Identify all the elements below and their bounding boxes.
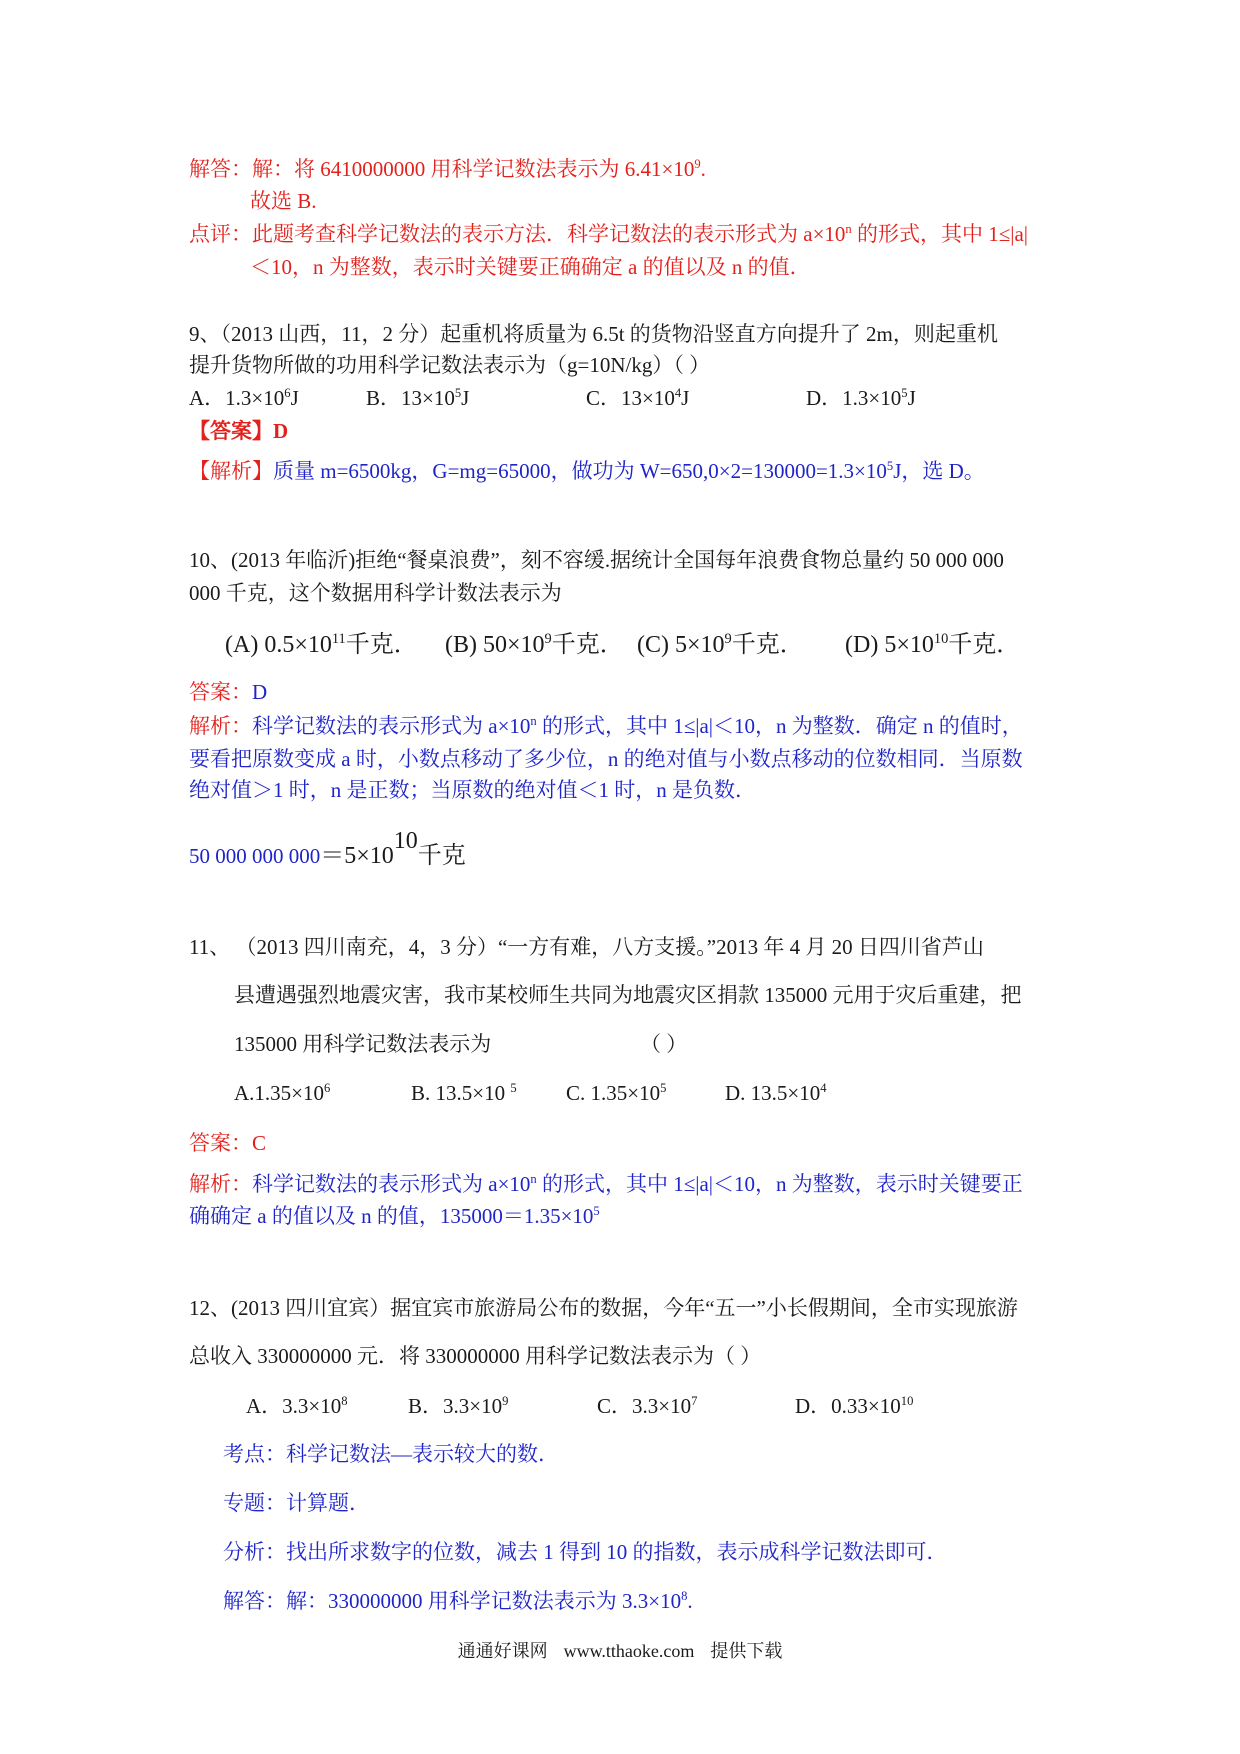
result-value: ＝5×10 xyxy=(320,842,394,869)
analysis-text: 科学记数法的表示形式为 a×10 xyxy=(252,1172,531,1196)
option-label: B. xyxy=(411,1081,436,1105)
option-label: C． xyxy=(586,386,622,410)
option-label: D． xyxy=(795,1394,832,1418)
option-label: A． xyxy=(189,386,226,410)
option-label: B． xyxy=(366,386,402,410)
exponent: n xyxy=(845,222,852,237)
previous-comment-line-1 xyxy=(189,222,1028,246)
option-label: (B) xyxy=(445,632,477,658)
question-10-option-d xyxy=(845,631,1020,659)
exponent: 9 xyxy=(544,631,552,648)
answer-value: C xyxy=(252,1131,267,1155)
question-12-option-c xyxy=(597,1394,697,1418)
question-11-option-d xyxy=(725,1081,827,1105)
option-label: D. xyxy=(725,1081,751,1105)
previous-answer-line xyxy=(189,157,706,181)
question-10-option-c xyxy=(637,631,804,659)
footer-site-name: 通通好课网 xyxy=(457,1641,548,1661)
question-9-analysis xyxy=(189,459,985,483)
option-value: 5×10 xyxy=(884,632,934,658)
question-9-option-c xyxy=(586,386,689,410)
comment-text: 此题考查科学记数法的表示方法．科学记数法的表示形式为 a×10 xyxy=(252,222,846,246)
option-value: 3.3×10 xyxy=(282,1394,342,1418)
exponent: 8 xyxy=(681,1589,688,1604)
solution-text: 解答：解：330000000 用科学记数法表示为 3.3×10 xyxy=(223,1589,682,1613)
option-unit: 千克． xyxy=(731,632,804,658)
exponent: 4 xyxy=(674,386,682,401)
question-10-option-a xyxy=(225,631,418,659)
option-value: 5×10 xyxy=(675,632,725,658)
previous-choice-line: 故选 B. xyxy=(250,189,317,213)
question-11-analysis-line-2 xyxy=(189,1204,600,1228)
question-11-stem-line-1: 11、 （2013 四川南充，4，3 分）“一方有难，八方支援。”2013 年 4 月 20 日四川省芦山 xyxy=(189,935,984,959)
question-9-option-d xyxy=(806,386,916,410)
option-label: (D) xyxy=(845,632,879,658)
exponent: 7 xyxy=(691,1394,698,1409)
option-unit: 千克． xyxy=(948,632,1021,658)
solution-end: . xyxy=(687,1589,693,1613)
exponent: 10 xyxy=(900,1394,914,1409)
question-11-answer-blank: （ ） xyxy=(640,1032,688,1056)
option-value: 3.3×10 xyxy=(443,1394,503,1418)
previous-comment-line-2: ＜10，n 为整数，表示时关键要正确确定 a 的值以及 n 的值． xyxy=(250,255,811,279)
question-10-stem-line-1: 10、(2013 年临沂)拒绝“餐桌浪费”，刻不容缓.据统计全国每年浪费食物总量约 50 000 000 xyxy=(189,548,1004,572)
exponent: 4 xyxy=(820,1081,827,1096)
option-value: 1.3×10 xyxy=(842,386,902,410)
exponent: 6 xyxy=(284,386,291,401)
option-unit: J xyxy=(681,386,690,410)
option-label: C． xyxy=(597,1394,633,1418)
comment-text-end: 的形式，其中 1≤|a| xyxy=(851,222,1028,246)
exponent: 5 xyxy=(901,386,908,401)
question-12-option-a xyxy=(246,1394,348,1418)
question-11-option-a xyxy=(234,1081,330,1105)
option-value: 3.3×10 xyxy=(632,1394,692,1418)
exponent: 5 xyxy=(510,1081,517,1096)
question-10-analysis-line-2: 要看把原数变成 a 时，小数点移动了多少位，n 的绝对值与小数点移动的位数相同．当原数 xyxy=(189,747,1023,771)
exponent: 5 xyxy=(454,386,462,401)
exponent: 5 xyxy=(660,1081,667,1096)
question-12-topic: 考点：科学记数法—表示较大的数． xyxy=(223,1442,559,1466)
question-10-analysis-line-3: 绝对值＞1 时，n 是正数；当原数的绝对值＜1 时，n 是负数． xyxy=(189,778,756,802)
question-10-result xyxy=(189,827,466,870)
question-10-answer xyxy=(189,680,267,704)
option-label: (C) xyxy=(637,632,669,658)
analysis-text: 质量 m=6500kg，G=mg=65000，做功为 W=650,0×2=130000=1.3×10 xyxy=(273,459,887,483)
question-12-stem-line-2: 总收入 330000000 元．将 330000000 用科学记数法表示为（ ） xyxy=(189,1344,762,1368)
question-11-stem-line-3: 135000 用科学记数法表示为 xyxy=(234,1032,492,1056)
exponent: 10 xyxy=(393,828,418,854)
analysis-text-end: 的形式，其中 1≤|a|＜10，n 为整数，表示时关键要正 xyxy=(536,1172,1023,1196)
exponent: 9 xyxy=(502,1394,509,1409)
page-footer xyxy=(0,1640,1240,1662)
analysis-text: 确确定 a 的值以及 n 的值，135000＝1.35×10 xyxy=(189,1204,594,1228)
option-label: C. xyxy=(566,1081,591,1105)
question-12-option-b xyxy=(408,1394,508,1418)
option-value: 13.5×10 xyxy=(435,1081,511,1105)
option-value: 13×10 xyxy=(621,386,675,410)
option-unit: J xyxy=(290,386,299,410)
question-9-stem-line-1: 9、（2013 山西，11，2 分）起重机将质量为 6.5t 的货物沿竖直方向提升了 2m，则起重机 xyxy=(189,322,998,346)
question-9-option-a xyxy=(189,386,299,410)
analysis-label: 解析： xyxy=(189,714,252,738)
analysis-text-end: J，选 D。 xyxy=(893,459,985,483)
answer-text: 解：将 6410000000 用科学记数法表示为 6.41×10 xyxy=(252,157,695,181)
answer-value: D xyxy=(252,680,268,704)
option-value: 13×10 xyxy=(401,386,455,410)
option-value: 50×10 xyxy=(483,632,545,658)
question-9-option-b xyxy=(366,386,469,410)
option-unit: 千克． xyxy=(345,632,418,658)
option-value: 1.3×10 xyxy=(225,386,285,410)
exponent: 9 xyxy=(694,157,701,172)
question-12-solution xyxy=(223,1589,693,1613)
question-10-stem-line-2: 000 千克，这个数据用科学计数法表示为 xyxy=(189,581,562,605)
option-label: D． xyxy=(806,386,843,410)
option-value: 0.33×10 xyxy=(831,1394,901,1418)
option-unit: J xyxy=(461,386,470,410)
question-12-analysis: 分析：找出所求数字的位数，减去 1 得到 10 的指数，表示成科学记数法即可． xyxy=(223,1540,948,1564)
option-label: A． xyxy=(246,1394,283,1418)
answer-label: 答案： xyxy=(189,1131,252,1155)
exponent: 5 xyxy=(593,1204,600,1219)
answer-label: 【答案】 xyxy=(189,419,273,443)
option-label: B． xyxy=(408,1394,444,1418)
exponent: 11 xyxy=(331,631,346,648)
result-number: 50 000 000 000 xyxy=(189,843,321,868)
answer-label: 答案： xyxy=(189,680,252,704)
option-label: A. xyxy=(234,1081,255,1105)
question-10-analysis-line-1 xyxy=(189,714,1023,738)
question-11-option-b xyxy=(411,1081,517,1105)
footer-suffix: 提供下载 xyxy=(710,1641,783,1661)
exponent: n xyxy=(530,714,537,729)
answer-value: D xyxy=(273,419,289,443)
option-value: 0.5×10 xyxy=(264,632,332,658)
exponent: 9 xyxy=(724,631,732,648)
analysis-label: 解析： xyxy=(189,1172,252,1196)
option-unit: J xyxy=(907,386,916,410)
exponent: 8 xyxy=(341,1394,348,1409)
question-12-option-d xyxy=(795,1394,913,1418)
analysis-label: 【解析】 xyxy=(189,459,273,483)
option-label: (A) xyxy=(225,632,259,658)
answer-end: . xyxy=(700,157,706,181)
question-11-answer xyxy=(189,1131,266,1155)
result-unit: 千克 xyxy=(417,842,466,869)
exponent: n xyxy=(530,1172,537,1187)
exponent: 6 xyxy=(324,1081,331,1096)
question-11-analysis-line-1 xyxy=(189,1172,1023,1196)
analysis-text-end: 的形式，其中 1≤|a|＜10，n 为整数．确定 n 的值时， xyxy=(536,714,1023,738)
option-value: 1.35×10 xyxy=(254,1081,325,1105)
analysis-text: 科学记数法的表示形式为 a×10 xyxy=(252,714,531,738)
question-9-answer xyxy=(189,419,288,443)
answer-label: 解答： xyxy=(189,157,252,181)
comment-label: 点评： xyxy=(189,222,252,246)
question-12-category: 专题：计算题． xyxy=(223,1491,370,1515)
question-11-option-c xyxy=(566,1081,666,1105)
option-unit: 千克． xyxy=(551,632,624,658)
question-12-stem-line-1: 12、(2013 四川宜宾）据宜宾市旅游局公布的数据，今年“五一”小长假期间，全市实现旅游 xyxy=(189,1296,1018,1320)
footer-url[interactable]: www.tthaoke.com xyxy=(563,1641,695,1661)
question-11-stem-line-2: 县遭遇强烈地震灾害，我市某校师生共同为地震灾区捐款 135000 元用于灾后重建，把 xyxy=(234,983,1022,1007)
option-value: 1.35×10 xyxy=(590,1081,661,1105)
question-10-option-b xyxy=(445,631,624,659)
exponent: 5 xyxy=(886,459,894,474)
option-value: 13.5×10 xyxy=(750,1081,821,1105)
exponent: 10 xyxy=(933,631,949,648)
question-9-stem-line-2: 提升货物所做的功用科学记数法表示为（g=10N/kg）（ ） xyxy=(189,353,711,377)
